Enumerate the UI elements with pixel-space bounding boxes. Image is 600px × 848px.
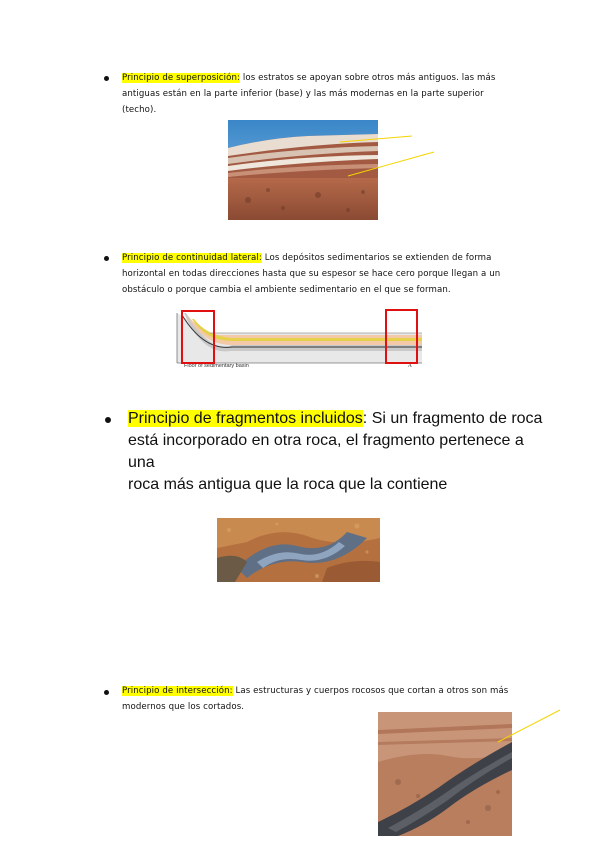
annotation-lines <box>330 128 440 183</box>
heading-interseccion: Principio de intersección: <box>122 686 233 696</box>
body-line: horizontal en todas direcciones hasta que su espesor se hace cero porque llegan a un <box>122 269 501 279</box>
body-line: Los depósitos sedimentarios se extienden de forma <box>261 253 492 263</box>
paragraph-interseccion <box>122 683 522 715</box>
paragraph-superposicion <box>122 70 522 118</box>
body-line: roca más antigua que la roca que la contiene <box>128 476 448 493</box>
dike-photo <box>378 712 512 836</box>
annotation-line <box>494 708 564 748</box>
body-line: los estratos se apoyan sobre otros más antiguos. las más <box>240 73 496 83</box>
heading-continuidad: Principio de continuidad lateral: <box>122 253 262 263</box>
figure-marker: A <box>408 363 412 369</box>
bullet <box>104 256 109 261</box>
red-frame-right <box>385 309 418 364</box>
heading-fragmentos: Principio de fragmentos incluidos <box>128 410 363 427</box>
paragraph-fragmentos <box>128 408 548 496</box>
bullet <box>105 417 111 423</box>
body-line: Las estructuras y cuerpos rocosos que cortan a otros son más <box>232 686 509 696</box>
red-frame-left <box>181 310 215 364</box>
paragraph-continuidad <box>122 250 522 298</box>
body-line: : Si un fragmento de roca <box>362 410 543 427</box>
body-line: obstáculo o porque cambia el ambiente sedimentario en el que se forman. <box>122 285 451 295</box>
rock-fragment-photo <box>217 518 380 582</box>
bullet <box>104 76 109 81</box>
heading-superposicion: Principio de superposición: <box>122 73 241 83</box>
figure-caption: Floor of sedimentary basin <box>184 363 249 369</box>
bullet <box>104 690 109 695</box>
body-line: está incorporado en otra roca, el fragmento pertenece a una <box>128 432 524 471</box>
body-line: modernos que los cortados. <box>122 702 245 712</box>
body-line: (techo). <box>122 105 157 115</box>
body-line: antiguas están en la parte inferior (base) y las más modernas en la parte superior <box>122 89 484 99</box>
